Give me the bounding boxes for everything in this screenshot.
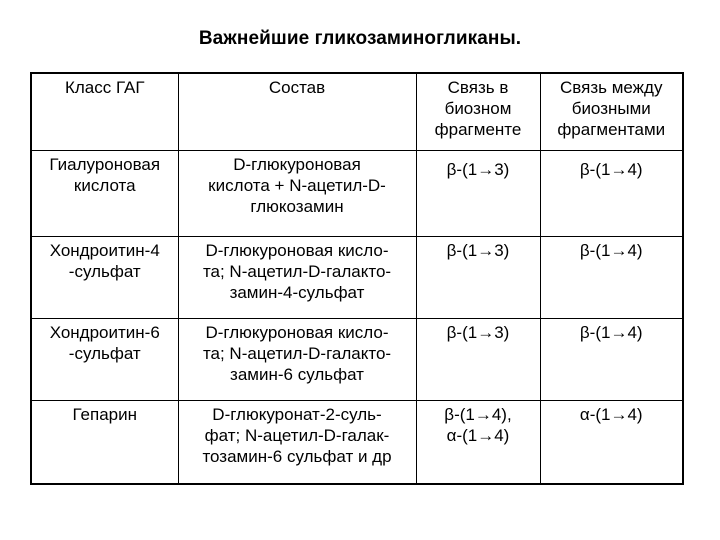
cell-line: β-(1→3) xyxy=(446,322,510,342)
header-line: Связь в xyxy=(447,78,509,97)
cell-line: β-(1→4) xyxy=(579,159,643,179)
cell-line: β-(1→3) xyxy=(446,159,510,179)
cell-line: та; N-ацетил-D-галакто- xyxy=(202,261,392,281)
cell-class xyxy=(32,318,178,400)
cell-line: β-(1→4) xyxy=(579,322,643,342)
cell-composition xyxy=(178,150,416,236)
cell-line: β-(1→3) xyxy=(446,240,510,260)
cell-line: Хондроитин-4 xyxy=(49,240,160,260)
cell-bond-in xyxy=(416,400,540,485)
table-row xyxy=(32,318,682,400)
cell-line: α-(1→4) xyxy=(579,404,643,424)
table-row xyxy=(32,400,682,485)
cell-bond-between xyxy=(540,318,682,400)
cell-line: β-(1→4) xyxy=(579,240,643,260)
page-title: Важнейшие гликозаминогликаны. xyxy=(198,28,522,49)
cell-line: D-глюкуроновая кисло- xyxy=(205,322,389,342)
cell-line: -сульфат xyxy=(68,343,141,363)
cell-line: D-глюкуроновая кисло- xyxy=(205,240,389,260)
cell-bond-in xyxy=(416,150,540,236)
cell-class xyxy=(32,236,178,318)
gag-table xyxy=(32,74,682,485)
cell-bond-between xyxy=(540,236,682,318)
header-composition xyxy=(178,74,416,150)
header-line: Класс ГАГ xyxy=(64,78,145,97)
cell-line: D-глюкуронат-2-суль- xyxy=(212,404,382,424)
cell-class xyxy=(32,400,178,485)
table-row xyxy=(32,150,682,236)
table-header-row xyxy=(32,74,682,150)
header-line: биозном xyxy=(444,99,512,118)
cell-line: фат; N-ацетил-D-галак- xyxy=(204,425,390,445)
header-class xyxy=(32,74,178,150)
cell-line: Гиалуроновая xyxy=(49,154,161,174)
table-row xyxy=(32,236,682,318)
cell-line: замин-4-сульфат xyxy=(229,282,365,302)
cell-line: та; N-ацетил-D-галакто- xyxy=(202,343,392,363)
cell-composition xyxy=(178,318,416,400)
header-bond-between xyxy=(540,74,682,150)
cell-line: -сульфат xyxy=(68,261,141,281)
header-line: фрагменте xyxy=(434,120,522,139)
cell-line: D-глюкуроновая xyxy=(233,154,361,174)
header-bond-in xyxy=(416,74,540,150)
cell-line: α-(1→4) xyxy=(446,425,510,445)
cell-composition xyxy=(178,400,416,485)
cell-line: Хондроитин-6 xyxy=(49,322,160,342)
header-line: Связь между xyxy=(560,78,663,97)
cell-composition xyxy=(178,236,416,318)
cell-bond-in xyxy=(416,236,540,318)
header-line: биозными xyxy=(571,99,651,118)
cell-line: кислота + N-ацетил-D- xyxy=(208,175,386,195)
cell-line: кислота xyxy=(73,175,136,195)
cell-bond-between xyxy=(540,150,682,236)
cell-bond-between xyxy=(540,400,682,485)
header-line: Состав xyxy=(268,78,326,97)
cell-line: глюкозамин xyxy=(250,196,344,216)
cell-line: тозамин-6 сульфат и др xyxy=(202,446,392,466)
cell-line: β-(1→4), xyxy=(444,404,512,424)
cell-class xyxy=(32,150,178,236)
cell-line: Гепарин xyxy=(72,404,138,424)
cell-bond-in xyxy=(416,318,540,400)
cell-line: замин-6 сульфат xyxy=(230,364,364,384)
header-line: фрагментами xyxy=(557,120,666,139)
